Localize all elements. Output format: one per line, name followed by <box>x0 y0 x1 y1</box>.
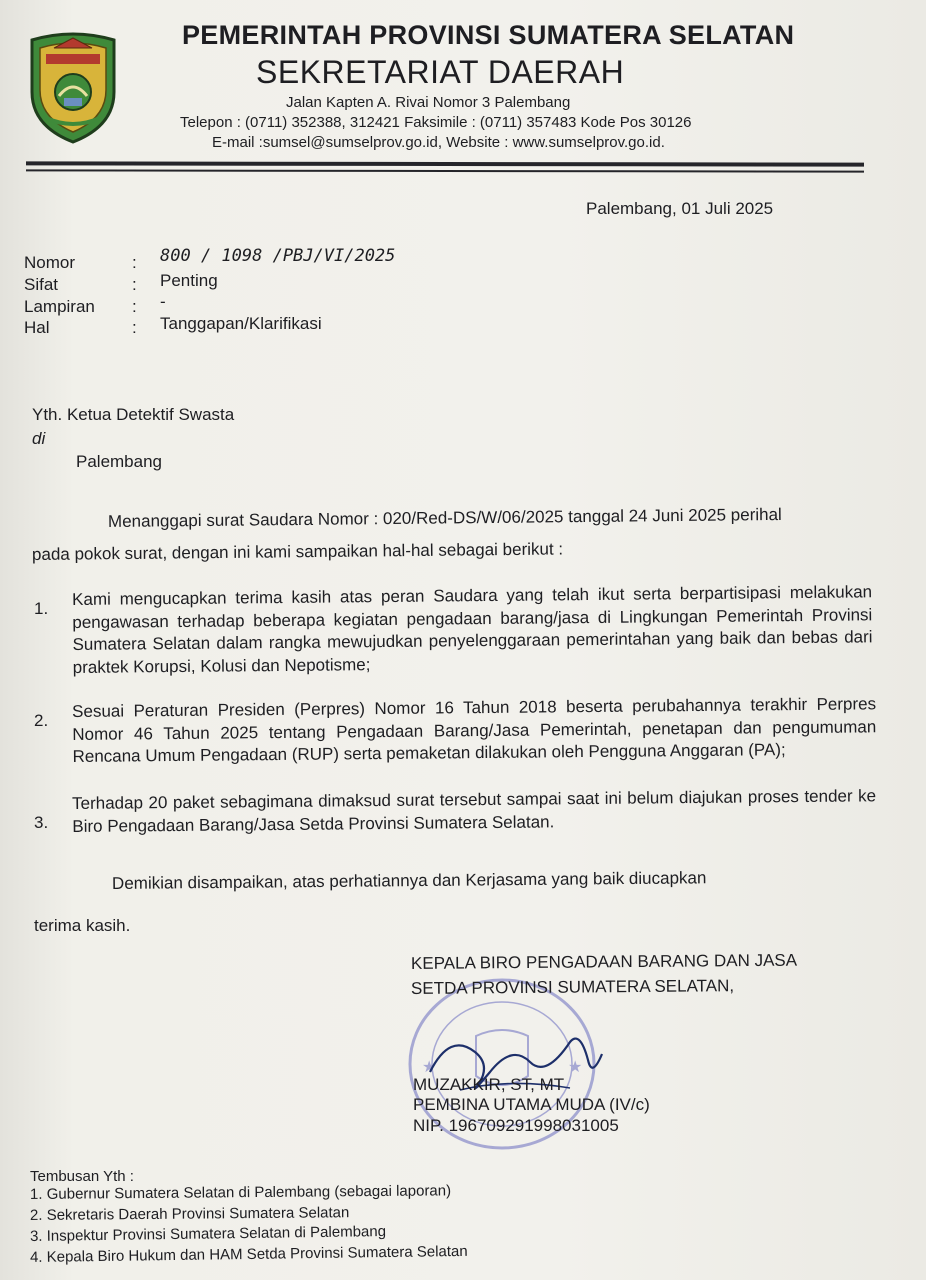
intro-line-1: Menanggapi surat Saudara Nomor : 020/Red-DS/W/06/2025 tanggal 24 Juni 2025 perihal <box>107 504 782 531</box>
closing-line-2: terima kasih. <box>34 916 131 935</box>
letterhead-government: PEMERINTAH PROVINSI SUMATERA SELATAN <box>182 20 795 50</box>
sifat-label: Sifat <box>24 275 59 294</box>
nomor-colon: : <box>132 253 137 272</box>
hal-colon: : <box>132 318 137 337</box>
hal-value: Tanggapan/Klarifikasi <box>160 314 322 333</box>
letterhead-phone: Telepon : (0711) 352388, 312421 Faksimile : (0711) 357483 Kode Pos 30126 <box>180 114 692 131</box>
list-item: Kami mengucapkan terima kasih atas peran Saudara yang telah ikut serta berpartisipasi melakukan pengawasan terhadap beberapa kegiatan pengadaan barang/jasa di Lingkungan Pemerintah Provinsi Sumatera Selatan dalam rangka mewujudkan penyelenggaraan pemerintahan yang baik dan bebas dari praktek Korupsi, Kolusi dan Nepotisme; <box>72 582 873 677</box>
letterhead-divider-thin <box>26 169 864 172</box>
copies-item: 3. Inspektur Provinsi Sumatera Selatan di Palembang <box>29 1223 387 1245</box>
hal-label: Hal <box>24 318 50 337</box>
provincial-emblem-icon <box>24 30 122 146</box>
closing-line-1: Demikian disampaikan, atas perhatiannya dan Kerjasama yang baik diucapkan <box>111 868 707 893</box>
lampiran-colon: : <box>132 297 137 316</box>
recipient-line: Yth. Ketua Detektif Swasta <box>32 405 235 424</box>
copies-item: 4. Kepala Biro Hukum dan HAM Setda Provinsi Sumatera Selatan <box>29 1242 468 1266</box>
lampiran-label: Lampiran <box>24 297 95 316</box>
item-number: 2. <box>34 711 49 730</box>
letterhead-divider-thick <box>26 161 864 166</box>
recipient-city: Palembang <box>76 452 163 471</box>
item-number: 3. <box>34 813 49 832</box>
copies-item: 2. Sekretaris Daerah Provinsi Sumatera Selatan <box>29 1204 350 1224</box>
signatory-title-2: SETDA PROVINSI SUMATERA SELATAN, <box>410 976 735 998</box>
svg-text:★: ★ <box>568 1057 583 1076</box>
copies-heading: Tembusan Yth : <box>30 1168 134 1185</box>
letter-date: Palembang, 01 Juli 2025 <box>586 199 774 218</box>
list-item: Terhadap 20 paket sebagimana dimaksud surat tersebut sampai saat ini belum diajukan proses tender ke Biro Pengadaan Barang/Jasa Setda Provinsi Sumatera Selatan. <box>72 786 877 836</box>
recipient-di: di <box>32 429 46 448</box>
copies-item: 1. Gubernur Sumatera Selatan di Palembang (sebagai laporan) <box>29 1182 452 1203</box>
sifat-colon: : <box>132 275 137 294</box>
nomor-value <box>160 246 395 266</box>
intro-line-2: pada pokok surat, dengan ini kami sampaikan hal-hal sebagai berikut : <box>31 539 564 564</box>
letterhead-contact: E-mail :sumsel@sumselprov.go.id, Website : www.sumselprov.go.id. <box>212 134 665 151</box>
signatory-title-1: KEPALA BIRO PENGADAAN BARANG DAN JASA <box>410 950 798 973</box>
signatory-nip: NIP. 196709291998031005 <box>413 1116 619 1135</box>
list-item: Sesuai Peraturan Presiden (Perpres) Nomor 16 Tahun 2018 beserta perubahannya terakhir Perpres Nomor 46 Tahun 2025 tentang Pengadaan Barang/Jasa Pemerintah, penetapan dan pengumuman Rencana Umum Pengadaan (RUP) serta pemaketan dilakukan oleh Pengguna Anggaran (PA); <box>72 694 877 766</box>
nomor-value-text: 800 / 1098 /PBJ/VI/2025 <box>160 246 396 266</box>
lampiran-value: - <box>160 292 166 311</box>
nomor-label: Nomor <box>24 253 76 272</box>
signatory-rank: PEMBINA UTAMA MUDA (IV/c) <box>413 1095 650 1114</box>
letterhead-address: Jalan Kapten A. Rivai Nomor 3 Palembang <box>286 94 571 111</box>
item-number: 1. <box>34 599 49 618</box>
signatory-name: MUZAKKIR, ST, MT <box>413 1075 565 1094</box>
letterhead-office: SEKRETARIAT DAERAH <box>256 54 625 90</box>
svg-text:★: ★ <box>422 1057 437 1076</box>
sifat-value: Penting <box>160 271 218 290</box>
